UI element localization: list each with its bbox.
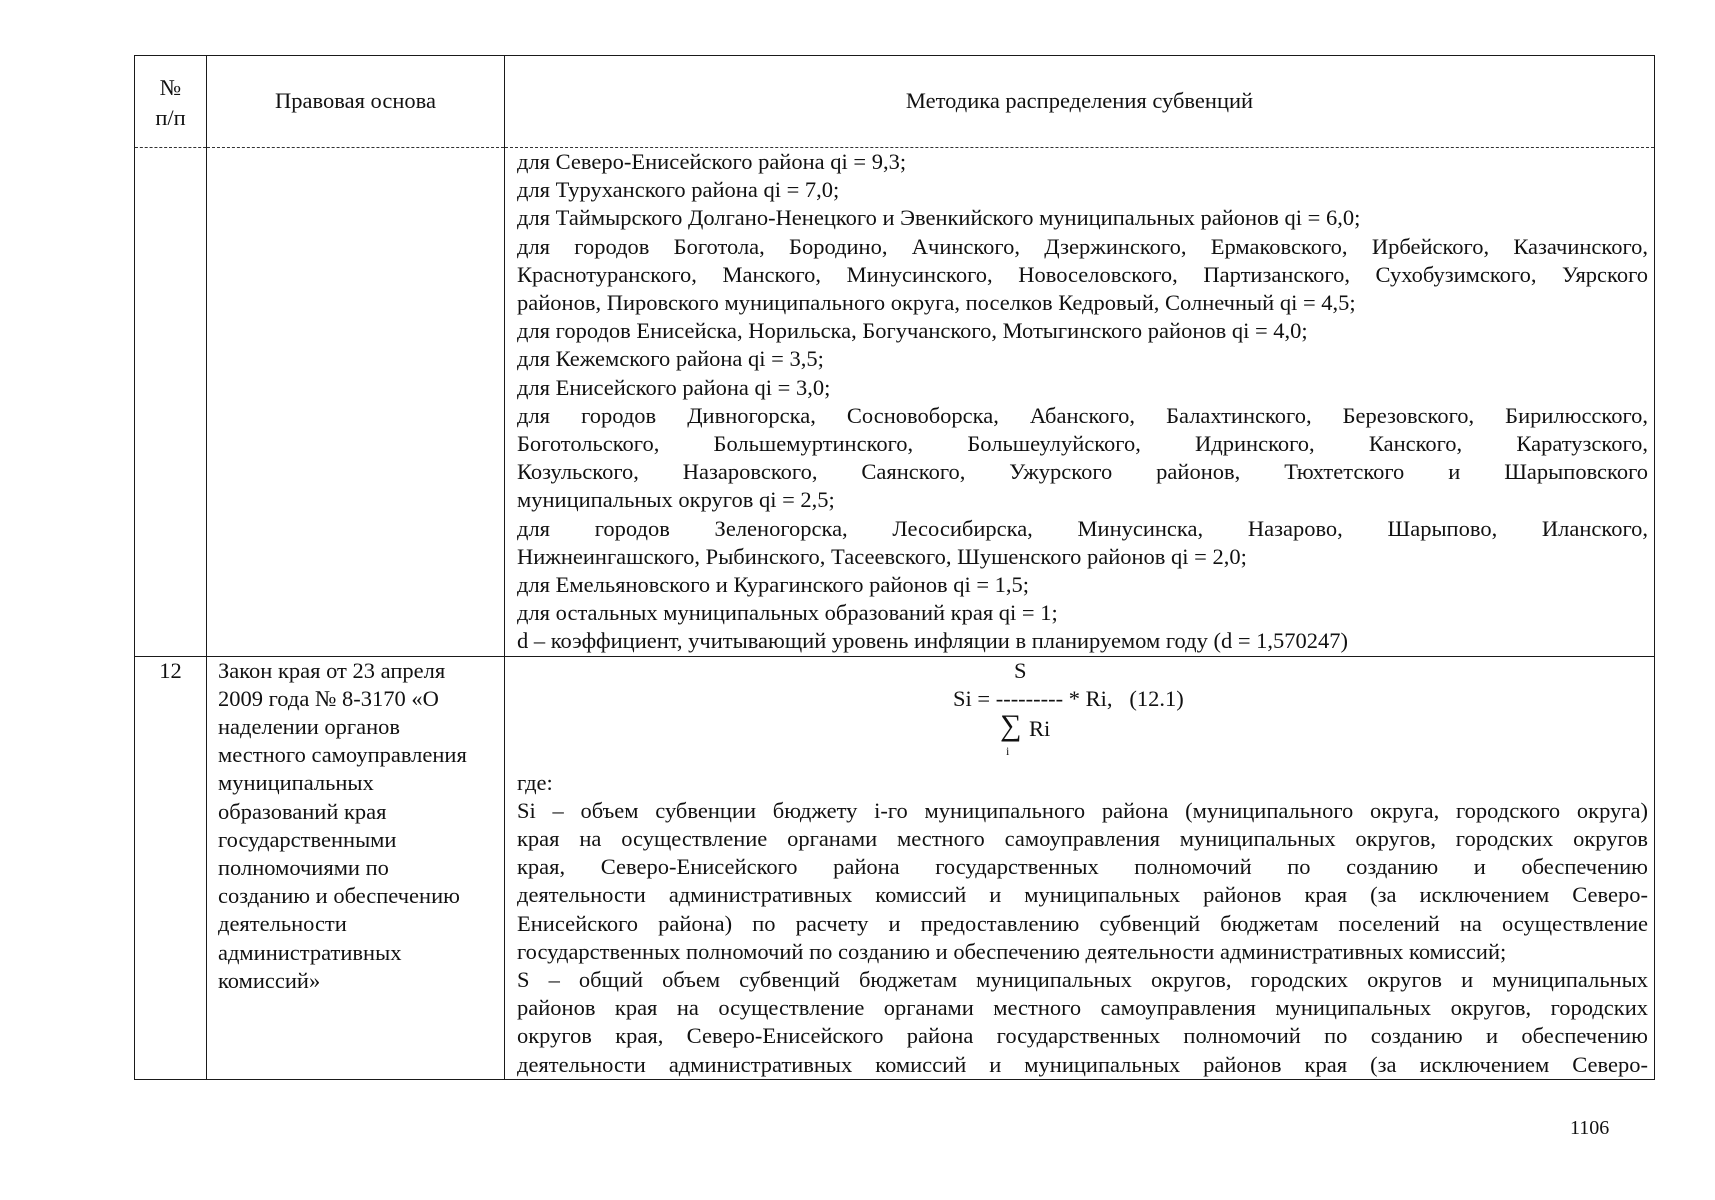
page-number: 1106 (1570, 1117, 1610, 1139)
basis-line: комиссий» (218, 967, 321, 993)
method-line: для городов Боготола, Бородино, Ачинского, Дзержинского, Ермаковского, Ирбейского, Казачинского, (517, 233, 1648, 259)
method-line: для городов Енисейска, Норильска, Богучанского, Мотыгинского районов qi = 4,0; (517, 318, 1308, 344)
header-method: Методика распределения субвенций (505, 56, 1655, 148)
method-line: Козульского, Назаровского, Саянского, Ужурского районов, Тюхтетского и Шарыповского (517, 459, 1648, 485)
basis-line: 2009 года № 8-3170 «О (218, 685, 439, 711)
header-number-symbol: № (159, 74, 182, 100)
method-line: для городов Дивногорска, Сосновоборска, Абанского, Балахтинского, Березовского, Бирилюсского, (517, 402, 1648, 428)
method-line: для Енисейского района qi = 3,0; (517, 374, 831, 400)
basis-line: Закон края от 23 апреля (218, 657, 446, 683)
method-line: для Кежемского района qi = 3,5; (517, 346, 824, 372)
continued-num-cell (135, 148, 207, 657)
formula-denominator: Ri (1029, 715, 1051, 741)
table-header-row (135, 56, 1655, 148)
basis-line: административных (218, 939, 402, 965)
sigma-subscript: i (1006, 743, 1010, 758)
subvention-table (134, 55, 1655, 1080)
method-line: d – коэффициент, учитывающий уровень инфляции в планируемом году (d = 1,570247) (517, 628, 1348, 654)
method-line: Боготольского, Большемуртинского, Большеулуйского, Идринского, Канского, Каратузского, (517, 431, 1648, 457)
continued-method-cell (505, 148, 1655, 657)
basis-line: деятельности (218, 911, 347, 937)
where-label: где: (517, 769, 553, 795)
method-line: районов края на осуществление органами местного самоуправления муниципальных округов, городских (517, 995, 1648, 1021)
method-line: края на осуществление органами местного самоуправления муниципальных округов, городских округов (517, 826, 1648, 852)
method-line: для Таймырского Долгано-Ненецкого и Эвенкийского муниципальных районов qi = 6,0; (517, 205, 1361, 231)
method-line: для Емельяновского и Курагинского районов qi = 1,5; (517, 572, 1030, 598)
formula-12-1 (517, 657, 1648, 769)
method-line: деятельности административных комиссий и муниципальных районов края (за исключением Северо- (517, 1051, 1648, 1077)
continued-basis-cell (207, 148, 505, 657)
method-line: районов, Пировского муниципального округа, поселков Кедровый, Солнечный qi = 4,5; (517, 290, 1356, 316)
method-line: государственных полномочий по созданию и обеспечению деятельности административных комиссий; (517, 938, 1507, 964)
basis-line: государственными (218, 826, 397, 852)
method-line: Енисейского района) по расчету и предоставлению субвенций бюджетам поселений на осуществление (517, 910, 1648, 936)
basis-line: муниципальных (218, 770, 374, 796)
method-line: для Туруханского района qi = 7,0; (517, 177, 840, 203)
basis-line: образований края (218, 798, 387, 824)
basis-line: полномочиями по (218, 855, 389, 881)
method-line: для Северо-Енисейского района qi = 9,3; (517, 149, 907, 174)
formula-numerator: S (1014, 657, 1027, 683)
header-number-sub: п/п (155, 104, 186, 130)
legal-basis-cell (207, 656, 505, 1079)
method-cell-12 (505, 656, 1655, 1079)
method-line: Нижнеингашского, Рыбинского, Тасеевского, Шушенского районов qi = 2,0; (517, 543, 1247, 569)
method-line: для городов Зеленогорска, Лесосибирска, Минусинска, Назарово, Шарыпово, Иланского, (517, 515, 1648, 541)
header-legal-basis: Правовая основа (207, 56, 505, 148)
method-line: Краснотуранского, Манского, Минусинского, Новоселовского, Партизанского, Сухобузимского, Уярского (517, 261, 1648, 287)
basis-line: созданию и обеспечению (218, 883, 460, 909)
table-row-12 (135, 656, 1655, 1079)
formula-main: Si = --------- * Ri, (12.1) (953, 685, 1184, 711)
table-row-continued (135, 148, 1655, 657)
method-line: деятельности административных комиссий и муниципальных районов края (за исключением Северо- (517, 882, 1648, 908)
method-line: округов края, Северо-Енисейского района государственных полномочий по созданию и обеспечению (517, 1023, 1648, 1049)
method-line: Si – объем субвенции бюджету i-го муниципального района (муниципального округа, городского округа) (517, 797, 1648, 823)
basis-line: наделении органов (218, 714, 401, 740)
basis-line: местного самоуправления (218, 742, 467, 768)
method-line: для остальных муниципальных образований края qi = 1; (517, 600, 1058, 626)
method-line: муниципальных округов qi = 2,5; (517, 487, 835, 513)
header-number (135, 56, 207, 148)
method-line: края, Северо-Енисейского района государственных полномочий по созданию и обеспечению (517, 854, 1648, 880)
sigma-symbol: ∑ (1000, 708, 1022, 742)
row-number: 12 (135, 656, 207, 1079)
method-line: S – общий объем субвенций бюджетам муниципальных округов, городских округов и муниципальных (517, 967, 1648, 993)
